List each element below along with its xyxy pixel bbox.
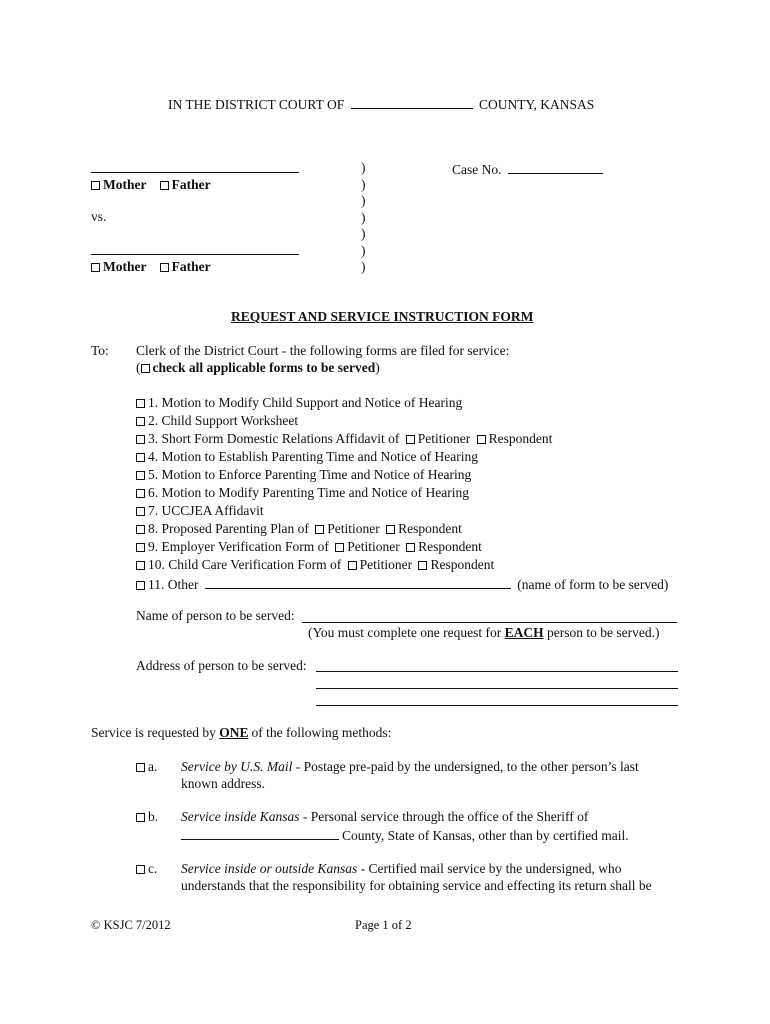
method-a-option: [136, 759, 157, 775]
item-checkbox[interactable]: [136, 417, 145, 426]
item-label: 2. Child Support Worksheet: [148, 413, 299, 428]
caption-paren: ): [361, 210, 366, 225]
father-label: Father: [171, 177, 211, 192]
sheriff-county-field[interactable]: [181, 826, 339, 840]
court-header: [168, 95, 594, 113]
each-note-each: EACH: [504, 625, 544, 640]
respondent-label: Respondent: [398, 521, 462, 536]
item-label: 1. Motion to Modify Child Support and Notice of Hearing: [148, 395, 463, 410]
petitioner-role-options: [91, 177, 211, 193]
service-intro-one: ONE: [219, 725, 249, 740]
method-label: a.: [148, 759, 158, 774]
method-c-option: [136, 861, 157, 877]
address-label: Address of person to be served:: [136, 658, 307, 673]
method-b-checkbox[interactable]: [136, 813, 145, 822]
item-label: 5. Motion to Enforce Parenting Time and Notice of Hearing: [148, 467, 472, 482]
paren-close: ): [375, 360, 380, 375]
form-item: [136, 575, 668, 593]
petitioner-checkbox[interactable]: [315, 525, 324, 534]
method-b-text: [181, 809, 588, 825]
form-item: [136, 449, 478, 465]
versus-label: vs.: [91, 209, 107, 224]
item-label: 11. Other: [148, 576, 199, 592]
petitioner-label: Petitioner: [417, 431, 471, 446]
item-checkbox[interactable]: [136, 525, 145, 534]
form-title: REQUEST AND SERVICE INSTRUCTION FORM: [231, 309, 534, 324]
service-intro-post: of the following methods:: [251, 725, 392, 740]
petitioner-label: Petitioner: [327, 521, 380, 536]
court-header-prefix: IN THE DISTRICT COURT OF: [168, 96, 345, 112]
item-checkbox[interactable]: [136, 561, 145, 570]
item-checkbox[interactable]: [136, 471, 145, 480]
each-note: [308, 625, 659, 641]
method-a-checkbox[interactable]: [136, 763, 145, 772]
form-item: [136, 413, 298, 429]
court-header-suffix: COUNTY, KANSAS: [478, 96, 595, 112]
method-title: Service inside Kansas: [181, 809, 300, 824]
item-label: 4. Motion to Establish Parenting Time and Notice of Hearing: [148, 449, 478, 464]
mother-checkbox[interactable]: [91, 181, 100, 190]
method-c-text-2: understands that the responsibility for obtaining service and effecting its return shall be: [181, 878, 652, 893]
form-item: [136, 521, 462, 537]
case-number-label: Case No.: [452, 161, 502, 177]
method-b-text-2: [181, 826, 629, 844]
form-item: [136, 503, 264, 519]
footer-copyright: © KSJC 7/2012: [91, 918, 171, 932]
form-item: [136, 395, 462, 411]
checkbox-icon: [141, 364, 150, 373]
petitioner-checkbox[interactable]: [335, 543, 344, 552]
method-desc: - Postage pre-paid by the undersigned, to the other person’s last: [292, 759, 639, 774]
item-checkbox[interactable]: [136, 453, 145, 462]
service-intro: [91, 725, 391, 741]
method-desc: - Certified mail service by the undersigned, who: [357, 861, 622, 876]
county-field[interactable]: [351, 95, 473, 109]
form-item: [136, 467, 471, 483]
caption-paren: ): [361, 160, 366, 175]
method-title: Service inside or outside Kansas: [181, 861, 358, 876]
respondent-name-field[interactable]: [91, 254, 299, 255]
other-form-hint: (name of form to be served): [517, 576, 669, 592]
mother-label: Mother: [103, 259, 147, 274]
method-c-text: [181, 861, 622, 877]
caption-paren: ): [361, 177, 366, 192]
item-label: 6. Motion to Modify Parenting Time and Notice of Hearing: [148, 485, 469, 500]
respondent-checkbox[interactable]: [406, 543, 415, 552]
caption-paren: ): [361, 226, 366, 241]
address-field-line-1[interactable]: [316, 671, 678, 672]
petitioner-name-field[interactable]: [91, 172, 299, 173]
respondent-checkbox[interactable]: [386, 525, 395, 534]
paren-open: (: [136, 360, 141, 375]
mother-label: Mother: [103, 177, 147, 192]
case-number-field[interactable]: [508, 160, 603, 174]
method-b-option: [136, 809, 158, 825]
item-label: 10. Child Care Verification Form of: [148, 557, 342, 572]
form-item: [136, 485, 469, 501]
address-field-line-2[interactable]: [316, 688, 678, 689]
method-title: Service by U.S. Mail: [181, 759, 293, 774]
item-label: 9. Employer Verification Form of: [148, 539, 329, 554]
petitioner-label: Petitioner: [347, 539, 400, 554]
to-clerk-text: Clerk of the District Court - the following forms are filed for service:: [136, 343, 510, 358]
respondent-label: Respondent: [488, 431, 553, 446]
caption-paren: ): [361, 259, 366, 274]
respondent-checkbox[interactable]: [477, 435, 486, 444]
method-desc: - Personal service through the office of the Sheriff of: [299, 809, 589, 824]
item-checkbox[interactable]: [136, 543, 145, 552]
father-label: Father: [171, 259, 211, 274]
method-desc-2: County, State of Kansas, other than by certified mail.: [342, 827, 629, 843]
form-item: [136, 539, 482, 555]
item-label: 7. UCCJEA Affidavit: [148, 503, 264, 518]
footer-page-number: Page 1 of 2: [355, 918, 412, 932]
caption-paren: ): [361, 243, 366, 258]
respondent-label: Respondent: [430, 557, 495, 572]
address-field-line-3[interactable]: [316, 705, 678, 706]
each-note-pre: (You must complete one request for: [308, 625, 502, 640]
father-checkbox[interactable]: [160, 181, 169, 190]
instruction-text: check all applicable forms to be served: [152, 360, 376, 375]
item-checkbox[interactable]: [136, 507, 145, 516]
item-label: 3. Short Form Domestic Relations Affidavit of: [148, 431, 400, 446]
to-label: To:: [91, 343, 109, 358]
form-item: [136, 431, 552, 447]
petitioner-label: Petitioner: [359, 557, 413, 572]
method-label: b.: [148, 809, 159, 824]
method-c-checkbox[interactable]: [136, 865, 145, 874]
respondent-role-options: [91, 259, 211, 275]
petitioner-checkbox[interactable]: [348, 561, 357, 570]
name-label: Name of person to be served:: [136, 608, 295, 623]
item-checkbox[interactable]: [136, 435, 145, 444]
item-checkbox[interactable]: [136, 581, 145, 590]
service-intro-pre: Service is requested by: [91, 725, 216, 740]
method-label: c.: [148, 861, 158, 876]
each-note-post: person to be served.): [546, 625, 660, 640]
method-a-text-2: known address.: [181, 776, 265, 791]
caption-paren: ): [361, 193, 366, 208]
father-checkbox[interactable]: [160, 263, 169, 272]
to-instruction: [136, 360, 380, 376]
method-a-text: [181, 759, 639, 775]
respondent-checkbox[interactable]: [418, 561, 427, 570]
case-number: [452, 160, 603, 178]
item-checkbox[interactable]: [136, 489, 145, 498]
petitioner-checkbox[interactable]: [406, 435, 415, 444]
name-field[interactable]: [302, 622, 677, 623]
mother-checkbox[interactable]: [91, 263, 100, 272]
item-label: 8. Proposed Parenting Plan of: [148, 521, 309, 536]
form-item: [136, 557, 494, 573]
item-checkbox[interactable]: [136, 399, 145, 408]
respondent-label: Respondent: [418, 539, 482, 554]
other-form-field[interactable]: [205, 575, 511, 589]
